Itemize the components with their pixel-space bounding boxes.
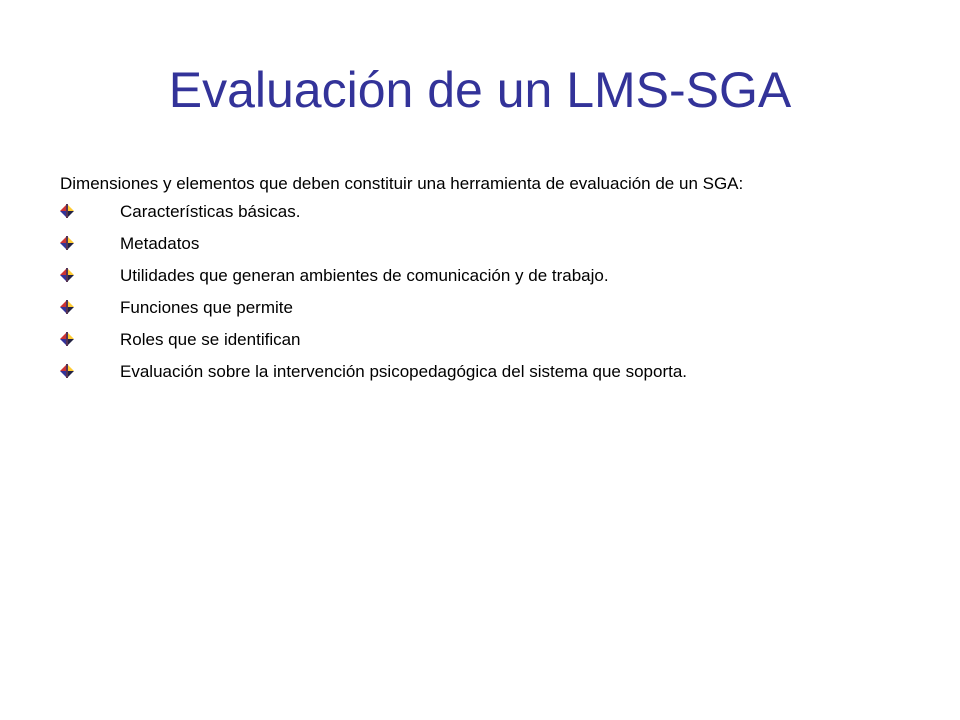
bullet-text: Funciones que permite [120,298,293,317]
bullet-text: Metadatos [120,234,200,253]
bullet-icon [60,236,74,250]
bullet-icon [60,268,74,282]
list-item [60,264,908,288]
bullet-icon [60,204,74,218]
list-item [60,200,908,224]
bullet-text: Utilidades que generan ambientes de comunicación y de trabajo. [120,266,609,285]
list-item [60,328,908,352]
list-item [60,232,908,256]
bullet-text: Características básicas. [120,202,301,221]
slide-content [60,172,908,392]
bullet-list [60,200,908,384]
slide-title: Evaluación de un LMS-SGA [168,62,792,118]
bullet-icon [60,332,74,346]
list-item [60,360,908,384]
list-item [60,296,908,320]
intro-paragraph: Dimensiones y elementos que deben constituir una herramienta de evaluación de un SGA: [60,174,744,193]
bullet-icon [60,364,74,378]
bullet-icon [60,300,74,314]
bullet-text: Roles que se identifican [120,330,301,349]
bullet-text: Evaluación sobre la intervención psicopedagógica del sistema que soporta. [120,362,688,381]
